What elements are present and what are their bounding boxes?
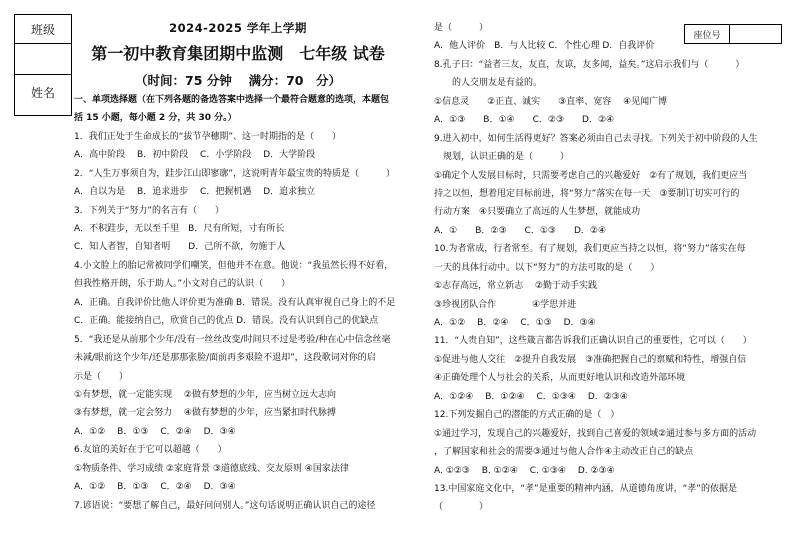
question-line: ①有梦想，就一定能实现 ②做有梦想的少年，应当树立远大志向 (74, 389, 336, 400)
question-line: ，了解国家和社会的需要③通过与他人合作④主动改正自己的缺点 (434, 447, 694, 458)
question-line: ③珍视团队合作 ④学思并进 (434, 299, 577, 310)
question-line: A．①② B．②④ C．①③ D．③④ (434, 318, 596, 328)
question-line: ④正确处理个人与社会的关系，从而更好地认识和改造外部环境 (434, 373, 686, 384)
term-heading: 2024-2025 学年上学期 (169, 21, 307, 35)
question-line: 5．“我还是从前那个少年/没有一丝丝改变/时间只不过是考验/种在心中信念丝毫 (74, 334, 391, 345)
question-line: 11．“人贵自知”，这些箴言都告诉我们正确认识自己的重要性，它可以（ ） (434, 336, 752, 347)
student-info-box (14, 14, 72, 116)
left-column (74, 20, 402, 518)
question-line: A．正确。自我评价比他人评价更为准确 B．错误。没有认真审视自己身上的不足 (74, 297, 396, 308)
class-label: 班级 (15, 15, 71, 44)
seat-number-label: 座位号 (685, 25, 730, 43)
right-questions (434, 22, 782, 515)
question-line: 1．我们正处于生命成长的“拔节孕穗期”、这一时期指的是（ ） (74, 131, 342, 142)
question-line: C．知人者智，自知者明 D．己所不欲，勿施于人 (74, 242, 286, 253)
question-line: ①物质条件、学习成绩 ②家庭背景 ③道德底线、交友原则 ④国家法律 (74, 463, 349, 474)
question-line: 持之以恒，想着甩定目标前进，将“努力”落实在每一天 ③要制订切实可行的 (434, 188, 740, 199)
question-line: A．①② B．①③ C．②④ D．③④ (74, 426, 236, 437)
section-title: 一、单项选择题（在下列各题的备选答案中选择一个最符合题意的选项，本题包 (74, 94, 390, 105)
exam-title: 第一初中教育集团期中监测 七年级 试卷 (91, 43, 385, 63)
question-line: A．自以为是 B．追求进步 C．把握机遇 D．追求独立 (74, 187, 316, 198)
exam-meta: （时间：75 分钟 满分：70 分） (135, 72, 341, 88)
question-line: 6.友谊的美好在于它可以超越（ ） (74, 445, 227, 456)
question-line: A．①③ B．①④ C．②③ D．②④ (434, 115, 615, 126)
question-line: 2．“人生万事须自为，跬步江山即寥廓”，这说明青年最宝贵的特质是（ ） (74, 168, 396, 179)
question-line: 未减/眼前这个少年/还是那那张脸/面前再多艰险不退却”，这段歌词对你的启 (74, 353, 376, 364)
left-questions (74, 131, 402, 514)
question-line: A．高中阶段 B．初中阶段 C．小学阶段 D．大学阶段 (74, 150, 316, 161)
question-line: 规划，认识正确的是（ ） (434, 152, 570, 163)
question-line: C．正确。能接纳自己，欣赏自己的优点 D．错误。没有认识到自己的优缺点 (74, 316, 379, 327)
question-line: 但我性格开朗，乐于助人。”小文对自己的认识（ ） (74, 279, 291, 290)
question-line: A．① B．②③ C．①③ D．②④ (434, 225, 607, 236)
class-field[interactable] (15, 44, 71, 75)
question-line: 的人交朋友是有益的。 (434, 78, 543, 89)
question-line: ①确定个人发展目标时，只需要考虑自己的兴趣爱好 ②有了规划，我们更应当 (434, 170, 748, 181)
question-line: ①信息灵 ②正直、诚实 ③直率、宽容 ④见闻广博 (434, 96, 668, 107)
question-line: 是（ ） (434, 23, 489, 33)
question-line: ①志存高远，常立新志 ②勤于动手实践 (434, 281, 597, 292)
question-line: A．①② B．①③ C．②④ D．③④ (74, 482, 236, 493)
question-line: ①促进与他人交往 ②提升自我发展 ③准确把握自己的禀赋和特性，增强自信 (434, 354, 747, 365)
question-line: 行动方案 ④只要确立了高远的人生梦想，就能成功 (434, 207, 641, 218)
question-line: A．不积跬步，无以至千里 B．尺有所短，寸有所长 (74, 224, 285, 235)
question-line: 13.中国家庭文化中，“孝”是重要的精神内涵，从道德角度讲，“孝”的依据是 (434, 483, 737, 494)
question-line: A．他人评价 B．与人比较 C．个性心理 D．自我评价 (434, 41, 655, 52)
question-line: 10.为者常成，行者常至。有了规划，我们更应当持之以恒，将“努力”落实在每 (434, 244, 746, 255)
question-line: 3．下列关于“努力”的名言有（ ） (74, 205, 225, 216)
question-line: A. ①②③ B. ①②④ C. ①③④ D. ②③④ (434, 465, 615, 476)
question-line: 4.小文脸上的胎记常被同学们嘲笑，但他并不在意。他说：“我虽然长得不好看， (74, 260, 394, 271)
question-line: ③有梦想，就一定会努力 ④做有梦想的少年，应当紧扣时代脉搏 (74, 408, 336, 419)
name-label: 姓名 (30, 85, 55, 100)
question-line: A．①②④ B．①②④ C．①③④ D．②③④ (434, 391, 628, 402)
question-line: 12.下列发掘自己的潜能的方式正确的是（ ） (434, 410, 620, 421)
right-column (434, 22, 782, 520)
question-line: （ ） (434, 502, 489, 513)
section-title-cont: 括 15 小题，每小题 2 分，共 30 分。） (74, 113, 237, 124)
question-line: 7.谚语说：“要想了解自己，最好问问别人。”这句话说明正确认识自己的途径 (74, 500, 376, 511)
question-line: 9.进入初中，如何生活得更好？答案必须由自己去寻找。下列关于初中阶段的人生 (434, 133, 758, 144)
question-line: ①通过学习，发现自己的兴趣爱好，找到自己喜爱的领域②通过参与多方面的活动 (434, 428, 757, 439)
question-line: 8.孔子曰：“益者三友，友直，友谅，友多闻，益矣。”这启示我们与（ ） (434, 59, 745, 70)
question-line: 示是（ ） (74, 371, 129, 382)
question-line: 一天的具体行动中。以下“努力”的方法可取的是（ ） (434, 262, 660, 273)
